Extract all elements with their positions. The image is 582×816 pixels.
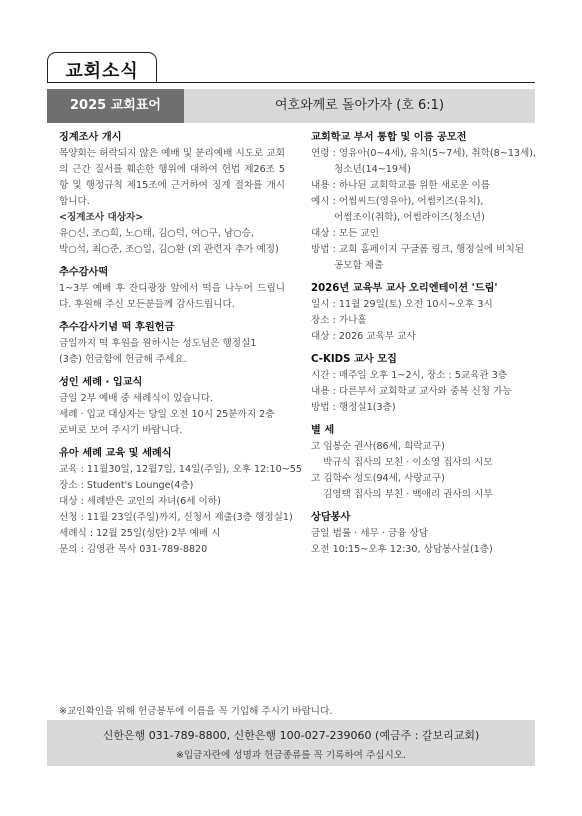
- offering-note: ※교인확인을 위해 헌금봉투에 이름을 꼭 기입해 주시기 바랍니다.: [59, 706, 333, 717]
- text-line: 청소년(14~19세): [334, 164, 412, 175]
- page-title: 교회소식: [65, 61, 139, 82]
- section-heading: 별 세: [311, 425, 335, 436]
- motto-bar: [47, 89, 535, 123]
- text-line: 방법 : 행정실1(3층): [311, 402, 396, 413]
- text-line: 고 임봉순 권사(86세, 희락교구): [311, 441, 445, 452]
- text-line: 신청 : 11월 23일(주일)까지, 신청서 제출(3층 행정실1): [59, 512, 293, 523]
- text-line: 세례 · 입교 대상자는 당일 오전 10시 25분까지 2층: [59, 409, 275, 420]
- text-line: 오전 10:15~오후 12:30, 상담봉사실(1층): [311, 544, 493, 555]
- text-line: 금일 법률 · 세무 · 금융 상담: [311, 528, 429, 539]
- text-line: 박규식 집사의 모친 · 이소영 집사의 시모: [323, 457, 493, 468]
- text-line: 김영택 집사의 부친 · 백애리 권사의 시부: [323, 489, 493, 500]
- text-line: 박○석, 최○준, 조○일, 김○환 (외 관련자 추가 예정): [59, 244, 279, 255]
- text-line: 내용 : 하나된 교회학교를 위한 새로운 이름: [311, 180, 491, 191]
- text-line: 일시 : 11월 29일(토) 오전 10시~오후 3시: [311, 299, 493, 310]
- text-line: 어썸조이(취학), 어썸라이즈(청소년): [334, 212, 485, 223]
- section-heading: 징계조사 개시: [59, 132, 122, 143]
- text-line: 세례식 : 12월 25일(성탄) 2부 예배 시: [59, 528, 221, 539]
- text-line: 장소 : Student's Lounge(4층): [59, 480, 194, 491]
- section-heading: 성인 세례 · 입교식: [59, 377, 143, 388]
- subheading: <징계조사 대상자>: [59, 212, 144, 223]
- text-line: 방법 : 교회 홈페이지 구글폼 링크, 행정실에 비치된: [311, 244, 524, 255]
- section-heading: 추수감사기념 떡 후원헌금: [59, 322, 175, 333]
- motto-label: 2025 교회표어: [47, 89, 184, 123]
- text-line: 장소 : 가나홀: [311, 315, 367, 326]
- text-line: 시간 : 매주일 오후 1~2시, 장소 : 5교육관 3층: [311, 370, 508, 381]
- bank-info-box: [47, 720, 535, 766]
- section-heading: 유아 세례 교육 및 세례식: [59, 448, 172, 459]
- motto-text: 여호와께로 돌아가자 (호 6:1): [184, 89, 535, 123]
- text-line: 공모함 제출: [334, 260, 384, 271]
- section-heading: 교회학교 부서 통합 및 이름 공모전: [311, 132, 467, 143]
- right-column: [311, 129, 539, 558]
- title-divider: [47, 82, 535, 83]
- text-line: (3층) 헌금함에 헌금해 주세요.: [59, 354, 187, 365]
- text-line: 대상 : 모든 교인: [311, 228, 379, 239]
- bank-note: ※입금자란에 성명과 헌금종류를 꼭 기록하여 주십시오.: [175, 750, 407, 761]
- text-line: 교육 : 11월30일, 12월7일, 14일(주일), 오후 12:10~55: [59, 464, 302, 475]
- text-line: 로비로 모여 주시기 바랍니다.: [59, 425, 183, 436]
- section-body: 1~3부 예배 후 잔디광장 앞에서 떡을 나누어 드립니다. 후원해 주신 모든분들께 감사드립니다.: [59, 283, 285, 310]
- text-line: 내용 : 다른부서 교회학교 교사와 중복 신청 가능: [311, 386, 512, 397]
- section-heading: C-KIDS 교사 모집: [311, 354, 397, 365]
- section-heading: 상담봉사: [311, 512, 351, 523]
- text-line: 연령 : 영유아(0~4세), 유치(5~7세), 취학(8~13세),: [311, 148, 537, 159]
- text-line: 문의 : 김영관 목사 031-789-8820: [59, 544, 208, 555]
- text-line: 대상 : 2026 교육부 교사: [311, 331, 416, 342]
- section-heading: 2026년 교육부 교사 오리엔테이션 '드림': [311, 283, 498, 294]
- section-title-tab: [47, 52, 157, 83]
- text-line: 대상 : 세례받은 교인의 자녀(6세 이하): [59, 496, 221, 507]
- text-line: 유○신, 조○희, 노○태, 김○덕, 여○구, 남○승,: [59, 228, 254, 239]
- text-line: 금일까지 떡 후원을 원하시는 성도님은 행정실1: [59, 338, 257, 349]
- section-body: 목양회는 허락되지 않은 예배 및 분리예배 시도로 교회의 근간 질서를 훼손한 행위에 대하여 헌법 제26조 5항 및 행정규칙 제15조에 근거하여 징계 절차를 개시합니다.: [59, 148, 285, 207]
- text-line: 고 김학수 성도(94세, 사랑교구): [311, 473, 445, 484]
- text-line: 예시 : 어썸씨드(영유아), 어썸키즈(유치),: [311, 196, 484, 207]
- text-line: 금일 2부 예배 중 세례식이 있습니다.: [59, 393, 214, 404]
- section-heading: 추수감사떡: [59, 267, 109, 278]
- left-column: [59, 129, 302, 558]
- bank-accounts: 신한은행 031-789-8800, 신한은행 100-027-239060 (예금주 : 갈보리교회): [102, 729, 480, 742]
